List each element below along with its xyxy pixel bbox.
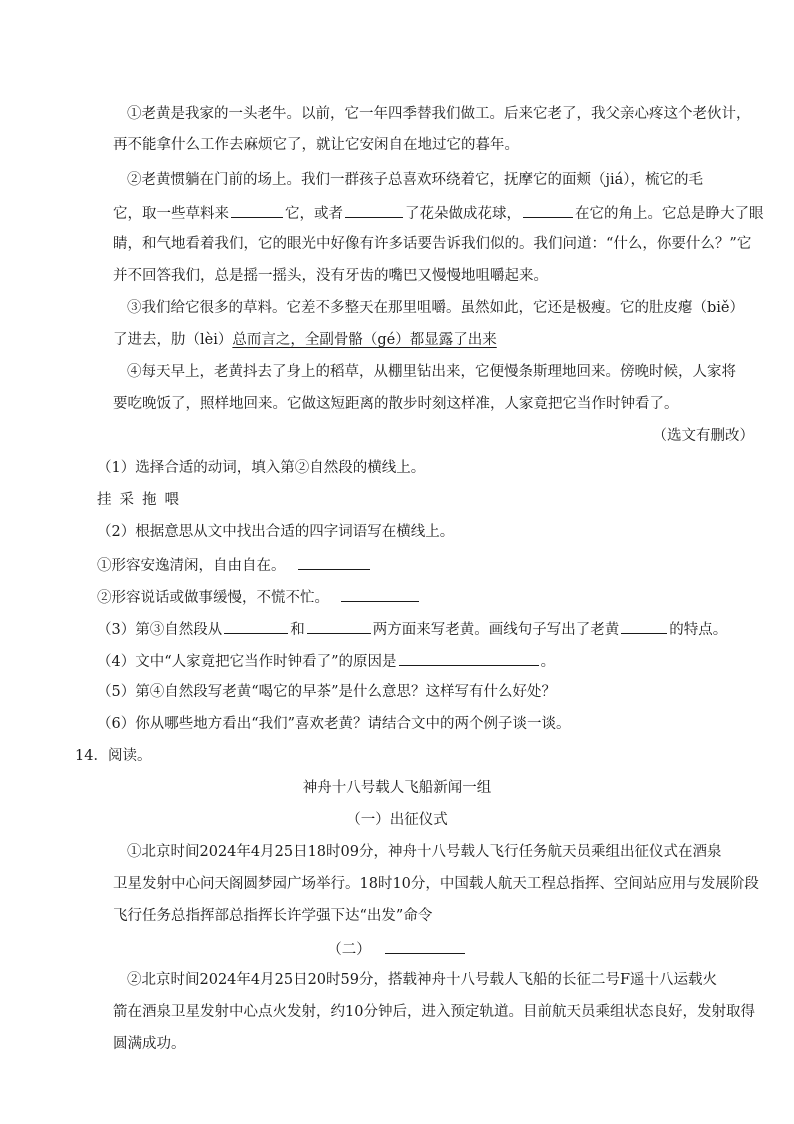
question-4: （4）文中“人家竟把它当作时钟看了”的原因是 。 xyxy=(97,650,555,672)
news-para2-line3: 圆满成功。 xyxy=(113,1036,186,1052)
answer-blank-2a[interactable] xyxy=(298,554,370,570)
question-5: （5）第④自然段写老黄“喝它的早茶”是什么意思？这样写有什么好处？ xyxy=(97,684,557,700)
para3-line2: 了进去，肋（lèi）总而言之，全副骨骼（gé）都显露了出来 xyxy=(113,332,497,348)
news-title: 神舟十八号载人飞船新闻一组 xyxy=(302,780,492,796)
answer-blank-3b[interactable] xyxy=(307,618,371,634)
section-1-heading: （一）出征仪式 xyxy=(346,812,448,828)
blank-2[interactable] xyxy=(345,202,403,218)
question-2b: ②形容说话或做事缓慢，不慌不忙。 xyxy=(97,586,421,608)
answer-blank-3c[interactable] xyxy=(621,618,667,634)
source-note: （选文有删改） xyxy=(652,428,754,444)
question-6: （6）你从哪些地方看出“我们”喜欢老黄？请结合文中的两个例子谈一谈。 xyxy=(97,716,571,732)
answer-blank-3a[interactable] xyxy=(224,618,288,634)
para2-line3: 睛，和气地看着我们，它的眼光中好像有许多话要告诉我们似的。我们问道：“什么，你要什么？”它 xyxy=(113,236,752,252)
news-para1-line1: ①北京时间2024年4月25日18时09分，神舟十八号载人飞行任务航天员乘组出征仪式在酒泉 xyxy=(127,844,722,860)
para1-line2: 再不能拿什么工作去麻烦它了，就让它安闲自在地过它的暮年。 xyxy=(113,137,519,153)
news-para1-line3: 飞行任务总指挥部总指挥长许学强下达“出发”命令 xyxy=(113,908,433,924)
para4-line1: ④每天早上，老黄抖去了身上的稻草，从棚里钻出来，它便慢条斯理地回来。傍晚时候，人家将 xyxy=(127,364,736,380)
news-para2-line2: 箭在酒泉卫星发射中心点火发射，约10分钟后，进入预定轨道。目前航天员乘组状态良好，发射取得 xyxy=(113,1004,755,1020)
news-para2-line1: ②北京时间2024年4月25日20时59分，搭载神舟十八号载人飞船的长征二号F遥十八运载火 xyxy=(127,972,718,988)
question-1: （1）选择合适的动词，填入第②自然段的横线上。 xyxy=(97,460,426,476)
para2-line4: 并不回答我们，总是摇一摇头，没有牙齿的嘴巴又慢慢地咀嚼起来。 xyxy=(113,268,548,284)
news-para1-line2: 卫星发射中心问天阁圆梦园广场举行。18时10分，中国载人航天工程总指挥、空间站应用与发展阶段 xyxy=(113,876,759,892)
para4-line2: 要吃晚饭了，照样地回来。它做这短距离的散步时刻这样准，人家竟把它当作时钟看了。 xyxy=(113,396,679,412)
section-2-title-blank[interactable] xyxy=(385,938,465,954)
answer-blank-2b[interactable] xyxy=(341,586,419,602)
para1-line1: ①老黄是我家的一头老牛。以前，它一年四季替我们做工。后来它老了，我父亲心疼这个老伙计， xyxy=(127,106,751,122)
blank-1[interactable] xyxy=(231,202,283,218)
para2-line2: 它，取一些草料来 它，或者 了花朵做成花球， 在它的角上。它总是睁大了眼 xyxy=(113,202,764,224)
question-3: （3）第③自然段从 和 两方面来写老黄。画线句子写出了老黄 的特点。 xyxy=(97,618,727,640)
item-14-label: 14．阅读。 xyxy=(75,748,152,764)
para3-line1: ③我们给它很多的草料。它差不多整天在那里咀嚼。虽然如此，它还是极瘦。它的肚皮瘪（biě） xyxy=(127,300,744,316)
para2-line1: ②老黄惯躺在门前的场上。我们一群孩子总喜欢环绕着它，抚摩它的面颊（jiá），梳它的毛 xyxy=(127,172,704,188)
section-2-heading: （二） xyxy=(0,938,794,960)
answer-blank-4[interactable] xyxy=(399,650,539,666)
question-2: （2）根据意思从文中找出合适的四字词语写在横线上。 xyxy=(97,524,455,540)
question-2a: ①形容安逸清闲，自由自在。 xyxy=(97,554,372,576)
underlined-sentence: 总而言之，全副骨骼（gé）都显露了出来 xyxy=(232,332,497,348)
question-1-word-bank: 挂 采 拖 喂 xyxy=(97,492,179,508)
blank-3[interactable] xyxy=(523,202,573,218)
